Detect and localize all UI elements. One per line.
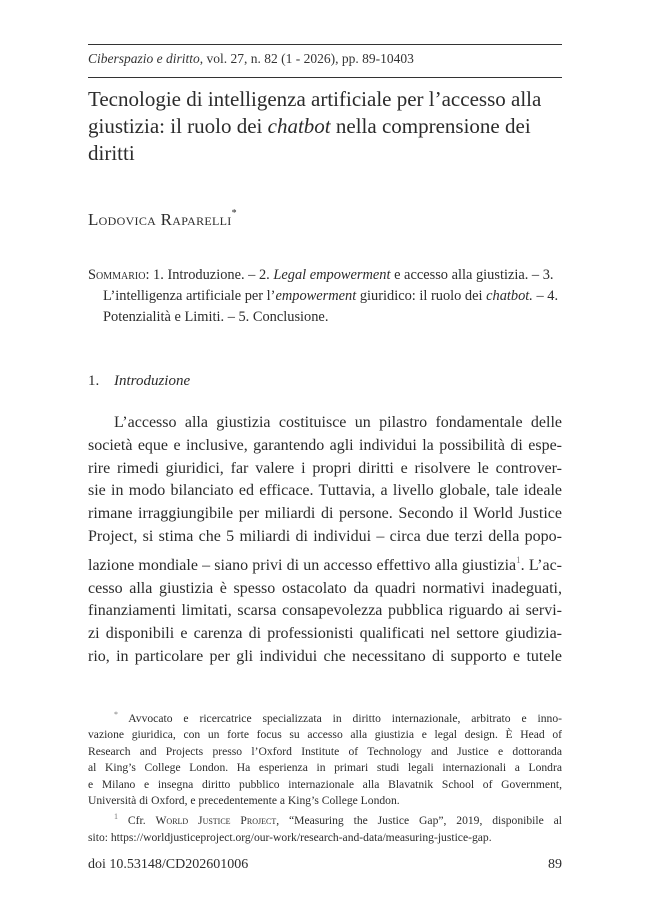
footnote-text: , “Measuring the Justice Gap”, 2019, disponibile al (276, 814, 562, 828)
summary-text: Legal empowerment (273, 267, 391, 283)
footnote-text: World Justice Project (155, 814, 277, 828)
body-line: rio, in particolare per gli individui che necessitano di supporto e tutele (88, 647, 562, 665)
title-chatbot: chatbot (267, 114, 331, 138)
summary-text: 1. Introduzione. – 2. (149, 267, 274, 283)
summary-text: chatbot. (486, 288, 533, 304)
summary-text: Potenzialità e Limiti. – 5. Conclusione. (103, 309, 329, 325)
footnote-line: al King’s College London. Ha esperienza in primari studi legali internazionali a Londra (88, 761, 562, 775)
section-number: 1. (88, 373, 100, 389)
article-title (88, 86, 562, 167)
body-line: L’accesso alla giustizia costituisce un pilastro fondamentale delle (114, 414, 562, 431)
body-line: sie in modo bilanciato ed efficace. Tuttavia, a livello globale, tale ideale (88, 482, 562, 500)
body-line: zi disponibili e carenza di professionisti qualificati nel settore giudizia- (88, 625, 562, 643)
table-of-contents (88, 265, 562, 328)
body-line: rimane irraggiungibile per miliardi di persone. Secondo il World Justice (88, 505, 562, 523)
body-line (88, 549, 562, 578)
title-line-1: Tecnologie di intelligenza artificiale per l’accesso alla (88, 87, 542, 111)
body-line: finanziamenti limitati, scarsa consapevolezza pubblica riguardo ai servi- (88, 602, 562, 620)
journal-name: Ciberspazio e diritto (88, 51, 200, 66)
body-line-text: . L’ac- (520, 556, 562, 574)
footnote-line: Università di Oxford, e precedentemente a King’s College London. (88, 794, 400, 808)
author-name (88, 208, 237, 230)
title-line-2c: nella comprensione dei (330, 114, 531, 138)
body-line: società eque e inclusive, garantendo agli individui la possibilità di espe- (88, 436, 562, 454)
footnote-line: e Milano e insegna diritto pubblico internazionale alla Blavatnik School of Government, (88, 777, 562, 791)
footnote-ref[interactable]: 1 (516, 554, 521, 565)
author-footnote-mark[interactable]: * (231, 208, 237, 219)
footnote-mark: 1 (114, 812, 118, 822)
body-line: Project, si stima che 5 miliardi di individui – circa due terzi della popo- (88, 527, 562, 545)
summary-text: – 4. (532, 288, 559, 304)
journal-citation (88, 51, 562, 67)
footnotes (88, 707, 562, 846)
footnote-url[interactable]: sito: https://worldjusticeproject.org/our-work/research-and-data/measuring-justice-gap. (88, 830, 492, 844)
footnote-text: Cfr. (127, 814, 156, 828)
body-line-text: lazione mondiale – siano privi di un accesso effettivo alla giustizia (88, 556, 517, 574)
author-text: Lodovica Raparelli (88, 210, 232, 229)
footnote-text: Avvocato e ricercatrice specializzata in diritto internazionale, arbitrato e inno- (128, 712, 562, 725)
footnote-line: Research and Projects presso l’Oxford Institute of Technology and Justice e dottoranda (88, 744, 562, 758)
page-number: 89 (548, 857, 562, 872)
summary-label: Sommario: (88, 267, 150, 283)
body-line: cesso alla giustizia è spesso ostacolato da quadri normativi inadeguati, (88, 579, 562, 597)
summary-text: L’intelligenza artificiale per l’ (103, 288, 276, 304)
body-text (88, 412, 562, 669)
body-line: rire rimedi giuridici, far valere i propri diritti e risolvere le controver- (88, 459, 562, 477)
footnote-line: vazione giuridica, con un forte focus su accesso alla giustizia e legal design. È Head of (88, 728, 562, 742)
footnote-line (88, 809, 562, 829)
doi[interactable]: doi 10.53148/CD202601006 (88, 857, 249, 872)
summary-text: empowerment (275, 288, 357, 304)
header-rule-top (88, 44, 562, 45)
section-title: Introduzione (114, 373, 191, 389)
summary-text: giuridico: il ruolo dei (356, 288, 487, 304)
footnote-line (88, 707, 562, 727)
title-line-2a: giustizia: il ruolo dei (88, 114, 268, 138)
footnote-mark: * (114, 710, 118, 719)
header-rule-bottom (88, 77, 562, 78)
section-heading (88, 373, 190, 390)
summary-text: e accesso alla giustizia. – 3. (390, 267, 554, 283)
journal-volume: , vol. 27, n. 82 (1 - 2026), pp. 89-10403 (199, 51, 414, 66)
title-line-3: diritti (88, 141, 135, 165)
